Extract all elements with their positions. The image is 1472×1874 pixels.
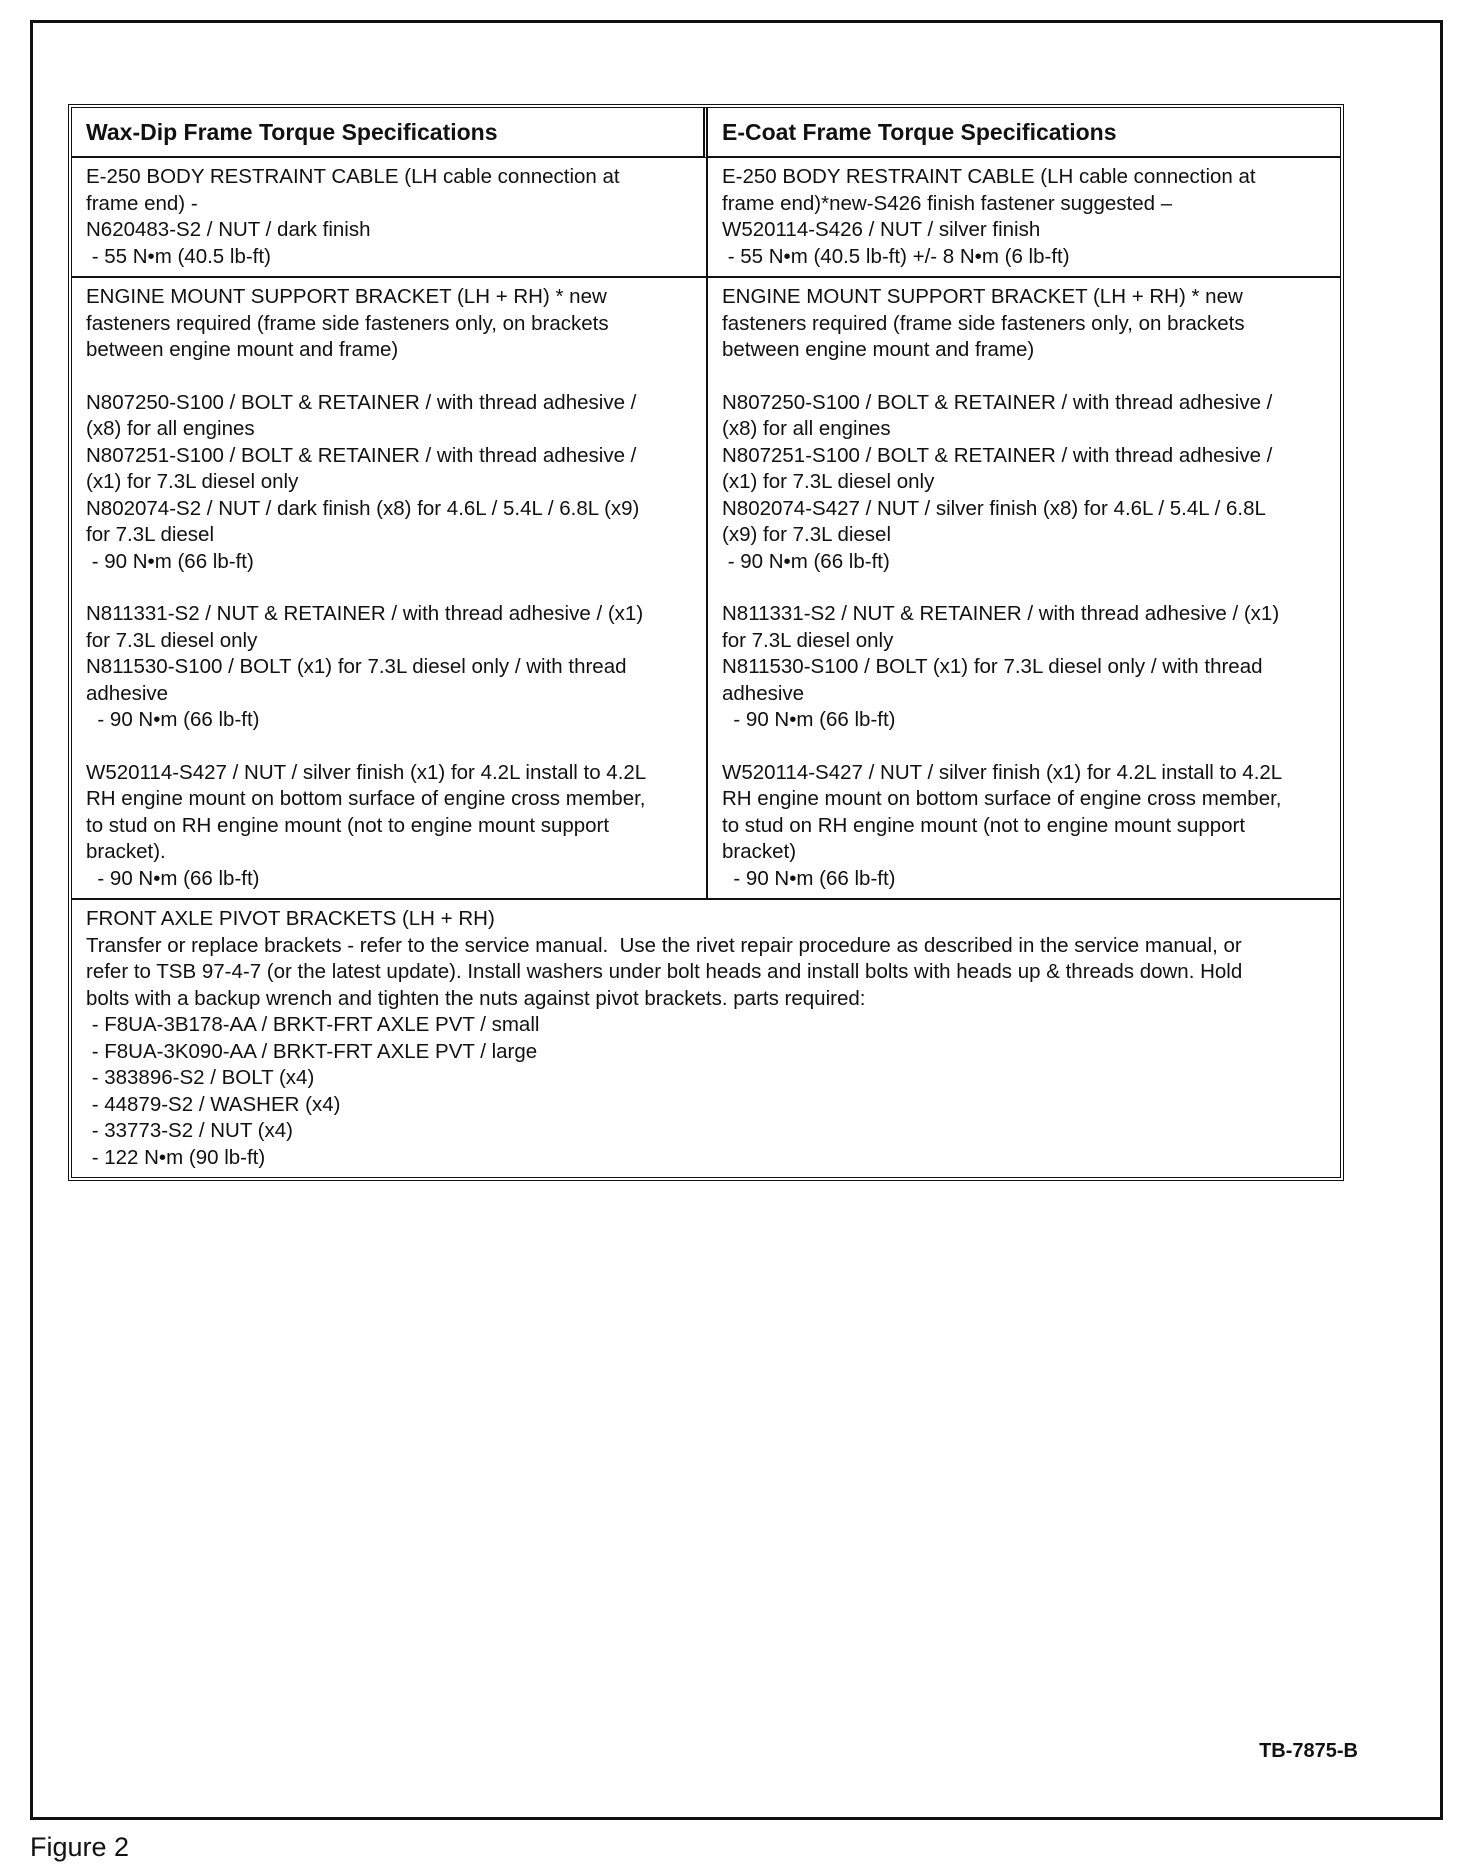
spec-line: RH engine mount on bottom surface of engine cross member, [722, 787, 1282, 810]
spec-block [86, 390, 692, 576]
spec-line: (x1) for 7.3L diesel only [86, 470, 299, 493]
spec-line: - 122 N•m (90 lb-ft) [86, 1145, 266, 1169]
spec-line: - 33773-S2 / NUT (x4) [86, 1119, 293, 1142]
spec-line: Transfer or replace brackets - refer to the service manual. Use the rivet repair procedure as described in the service manual, or [86, 933, 1242, 957]
spec-line: (x9) for 7.3L diesel [722, 523, 892, 546]
spec-line: bracket) [722, 840, 797, 863]
spec-line: W520114-S426 / NUT / silver finish [722, 218, 1041, 241]
spec-line: - F8UA-3B178-AA / BRKT-FRT AXLE PVT / small [86, 1013, 540, 1036]
spec-line: - 90 N•m (66 lb-ft) [86, 708, 260, 731]
spec-line: (x8) for all engines [86, 417, 255, 440]
spec-block [86, 601, 692, 734]
spec-line: for 7.3L diesel only [86, 628, 258, 652]
spec-line: between engine mount and frame) [722, 338, 1035, 361]
spec-line: RH engine mount on bottom surface of engine cross member, [86, 787, 646, 810]
spec-line: adhesive [86, 681, 169, 705]
spec-line: (x8) for all engines [722, 417, 891, 440]
spec-line: FRONT AXLE PIVOT BRACKETS (LH + RH) [86, 907, 495, 930]
spec-block [86, 164, 692, 270]
spec-line: bracket). [86, 840, 166, 863]
spec-line: E-250 BODY RESTRAINT CABLE (LH cable connection at [86, 165, 620, 188]
spec-block [722, 601, 1326, 734]
spec-line: fasteners required (frame side fasteners only, on brackets [722, 311, 1245, 335]
spec-line: N807251-S100 / BOLT & RETAINER / with thread adhesive / [722, 443, 1273, 467]
spec-block [86, 760, 692, 893]
spec-line: W520114-S427 / NUT / silver finish (x1) for 4.2L install to 4.2L [86, 760, 647, 784]
spec-line: N802074-S2 / NUT / dark finish (x8) for 4.6L / 5.4L / 6.8L (x9) [86, 496, 640, 520]
spec-line: - 90 N•m (66 lb-ft) [86, 549, 254, 573]
spec-line: N811530-S100 / BOLT (x1) for 7.3L diesel only / with thread [722, 655, 1263, 678]
spec-line: for 7.3L diesel only [722, 628, 894, 652]
spec-line: to stud on RH engine mount (not to engine mount support [86, 813, 610, 837]
spec-line: - 383896-S2 / BOLT (x4) [86, 1066, 315, 1089]
document-code: TB-7875-B [1259, 1740, 1358, 1762]
spec-line: to stud on RH engine mount (not to engine mount support [722, 813, 1246, 837]
table-row-engine-mount [72, 278, 1340, 900]
spec-line: - 90 N•m (66 lb-ft) [722, 866, 896, 890]
spec-line: N811331-S2 / NUT & RETAINER / with thread adhesive / (x1) [86, 602, 644, 625]
spec-line: - 90 N•m (66 lb-ft) [722, 708, 896, 731]
spec-line: (x1) for 7.3L diesel only [722, 470, 935, 493]
spec-line: adhesive [722, 681, 805, 705]
spec-line: ENGINE MOUNT SUPPORT BRACKET (LH + RH) * new [86, 285, 607, 308]
spec-block [722, 164, 1326, 270]
spec-block [722, 760, 1326, 893]
e-coat-cell [708, 158, 1340, 278]
wax-dip-cell [72, 278, 708, 900]
spec-line: ENGINE MOUNT SUPPORT BRACKET (LH + RH) * new [722, 285, 1243, 308]
spec-line: bolts with a backup wrench and tighten the nuts against pivot brackets. parts required: [86, 986, 866, 1010]
spec-line: frame end) - [86, 191, 198, 215]
spec-line: N807250-S100 / BOLT & RETAINER / with thread adhesive / [86, 390, 637, 414]
spec-line: refer to TSB 97-4-7 (or the latest update). Install washers under bolt heads and install bolts with heads up & threads down. Hold [86, 960, 1243, 983]
spec-block [722, 390, 1326, 576]
spec-line: N807251-S100 / BOLT & RETAINER / with thread adhesive / [86, 443, 637, 467]
spec-line: - 90 N•m (66 lb-ft) [722, 549, 890, 573]
header-e-coat: E-Coat Frame Torque Specifications [708, 108, 1340, 158]
table-row-front-axle [72, 900, 1340, 1177]
spec-line: N802074-S427 / NUT / silver finish (x8) for 4.6L / 5.4L / 6.8L [722, 496, 1266, 520]
spec-line: fasteners required (frame side fasteners only, on brackets [86, 311, 609, 335]
spec-line: W520114-S427 / NUT / silver finish (x1) for 4.2L install to 4.2L [722, 760, 1283, 784]
e-coat-cell [708, 278, 1340, 900]
spec-line: frame end)*new-S426 finish fastener suggested – [722, 191, 1173, 215]
spec-line: - 55 N•m (40.5 lb-ft) +/- 8 N•m (6 lb-ft) [722, 244, 1070, 268]
spec-line: - 55 N•m (40.5 lb-ft) [86, 244, 271, 268]
front-axle-cell [72, 900, 1340, 1177]
spec-block [86, 284, 692, 364]
spec-line: - 44879-S2 / WASHER (x4) [86, 1092, 341, 1116]
header-wax-dip: Wax-Dip Frame Torque Specifications [72, 108, 708, 158]
figure-caption: Figure 2 [30, 1832, 130, 1862]
spec-line: N811530-S100 / BOLT (x1) for 7.3L diesel only / with thread [86, 655, 627, 678]
wax-dip-cell [72, 158, 708, 278]
spec-line: for 7.3L diesel [86, 523, 215, 546]
spec-line: N620483-S2 / NUT / dark finish [86, 218, 371, 241]
spec-line: - F8UA-3K090-AA / BRKT-FRT AXLE PVT / large [86, 1039, 538, 1063]
spec-line: N807250-S100 / BOLT & RETAINER / with thread adhesive / [722, 390, 1273, 414]
spec-line: - 90 N•m (66 lb-ft) [86, 866, 260, 890]
spec-line: N811331-S2 / NUT & RETAINER / with thread adhesive / (x1) [722, 602, 1280, 625]
spec-line: E-250 BODY RESTRAINT CABLE (LH cable connection at [722, 165, 1256, 188]
torque-spec-table [68, 104, 1344, 1181]
table-header-row [72, 108, 1340, 158]
spec-line: between engine mount and frame) [86, 338, 399, 361]
table-row-body-restraint [72, 158, 1340, 278]
spec-block [722, 284, 1326, 364]
